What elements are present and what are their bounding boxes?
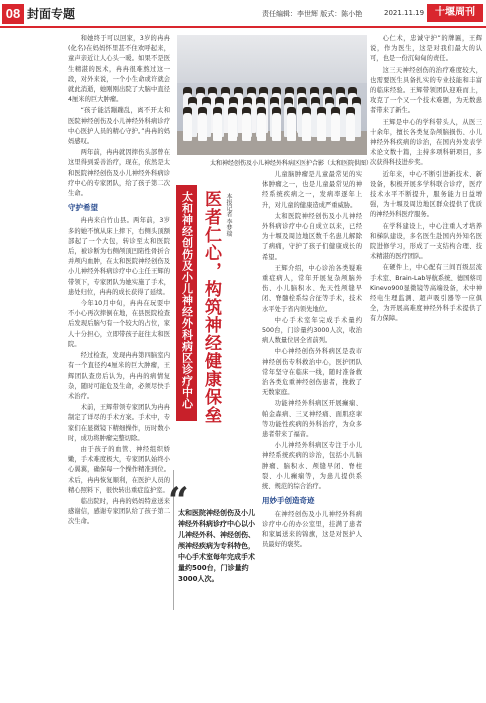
page-header xyxy=(0,0,486,30)
paragraph: 王辉是中心的学科带头人，从医三十余年，擅长各类复杂颅脑损伤、小儿神经外科疾病的诊治，在国内外发表学术论文数十篇，主持多项科研项目，多次获得科技进步奖。 xyxy=(370,118,482,167)
paragraph: 王辉介绍，中心诊治各类疑难重症病人，常年开展复杂颅脑外伤、小儿脑积水、先天性颅缝早闭、脊髓栓系综合征等手术，技术水平处于省内领先地位。 xyxy=(262,264,362,313)
paragraph: 太和医院神经创伤及小儿神经外科病诊疗中心自成立以来，已经为十堰及周边地区数千名患儿解除了病痛，守护了孩子们健康成长的希望。 xyxy=(262,212,362,261)
article-title: 医者仁心，构筑神经健康保垒 xyxy=(201,190,221,424)
paragraph: 在硬件上，中心配有三间百级层流手术室、Brain-Lab导航系统、德国蔡司Kinevo900显微镜等高端设备，术中神经电生理监测、超声吸引器等一应俱全，为开展高难度神经外科手术提供了有力保障。 xyxy=(370,264,482,323)
paragraph: 中心神经创伤外科病区是我市神经创伤专科救治中心，医护团队常年坚守在临床一线，随时准备救治各类危重神经创伤患者，挽救了无数家庭。 xyxy=(262,348,362,397)
paragraph: 小儿神经外科病区专注于小儿神经系统疾病的诊治，包括小儿脑肿瘤、脑积水、颅缝早闭、脊柱裂、小儿癫痫等，为患儿提供系统、规范的综合治疗。 xyxy=(262,442,362,491)
section-title: 封面专题 xyxy=(27,7,76,21)
paragraph: 和她终于可以回家，3岁的冉冉(化名)在妈妈怀里甚不住欢呼起来，童声亲近让人心头一暖。如果不是医生精湛的医术，冉冉很难熬过这一段，对外来说，一个小生命或许就会就此消逝，她刚刚出院了大脑中直径4厘米的巨大肿瘤。 xyxy=(68,35,170,104)
paragraph: 术前，王辉带领专家团队为冉冉制定了详尽的手术方案。手术中，专家们在显微镜下精细操作，历时数小时，成功将肿瘤完整切除。 xyxy=(68,404,170,442)
paragraph: 两年前，冉冉就因摔伤头部曾在这里得到妥善治疗，现在，依然是太和医院神经创伤及小儿神经外科病诊疗中心的专家团队，给了孩子第二次生命。 xyxy=(68,149,170,198)
paragraph: 经过检查，发现冉冉第四脑室内有一个直径约4厘米的巨大肿瘤，王辉团队查房后认为，冉冉的病情复杂，随时可能危及生命，必须尽快手术治疗。 xyxy=(68,352,170,400)
paragraph: 在神经创伤及小儿神经外科病诊疗中心的办公室里，挂满了患者和家属送来的锦旗，这是对医护人员最好的褒奖。 xyxy=(262,510,362,549)
subtitle-bar xyxy=(176,185,197,421)
paragraph: 心仁术，忠诚守护”的牌匾，王辉说，作为医生，这是对我们最大的认可，也是一份沉甸甸的责任。 xyxy=(370,35,482,63)
text-column-3 xyxy=(370,34,482,699)
quote-mark-icon: “ xyxy=(168,480,189,522)
paragraph: 冉冉来自竹山县。两年前，3岁多的她不慎从床上摔下，右侧头顶额部起了一个大包，转诊至太和医院后，被诊断为右侧颅顶凹陷性骨折合并颅内血肿，在太和医院神经创伤及小儿神经外科病诊疗中心主任王辉的带领下，专家团队为她实施了手术，患处归位，冉冉的成长获得了延续。 xyxy=(68,217,170,296)
header-rule xyxy=(0,26,486,28)
article-byline: 本报记者 李梦瑞 xyxy=(225,193,232,237)
photo-caption: 太和神经创伤及小儿神经外科病区医护合影（太和医院供图） xyxy=(210,160,373,167)
section-heading: 用妙手创造奇迹 xyxy=(262,496,315,506)
issue-date: 2021.11.19 xyxy=(384,9,425,17)
text-column-1 xyxy=(68,34,170,699)
paragraph: 中心手术室年完成手术量约500台，门诊量约3000人次，收治病人数量位居全省前列。 xyxy=(262,316,362,345)
section-heading: 守护希望 xyxy=(68,203,98,213)
paragraph: 由于孩子的血管、神经组织娇嫩，手术难度极大，专家团队始终小心翼翼，确保每一个操作精准到位。术后，冉冉恢复顺利，在医护人员的精心照料下，很快转出重症监护室。 xyxy=(68,445,170,494)
paragraph: 儿童脑肿瘤是儿童最常见的实体肿瘤之一，也是儿童最常见的神经系统疾病之一，发病率逐年上升，对儿童的健康造成严重威胁。 xyxy=(262,171,362,209)
paragraph: 临出院时，冉冉的妈妈特意送来感谢信，感谢专家团队给了孩子第二次生命。 xyxy=(68,497,170,526)
paragraph: 功能神经外科病区开展癫痫、帕金森病、三叉神经痛、面肌痉挛等功能性疾病的外科治疗，为众多患者带来了福音。 xyxy=(262,400,362,439)
pull-quote: 太和医院神经创伤及小儿神经外科病诊疗中心以小儿神经外科、神经创伤、颅神经疾病为专科特色，中心手术室每年完成手术量约500台，门诊量约3000人次。 xyxy=(178,509,255,583)
paragraph: 在学科建设上，中心注重人才培养和梯队建设，多名医生赴国内外知名医院进修学习，形成了一支结构合理、技术精湛的医疗团队。 xyxy=(370,222,482,261)
paragraph: 这三天神经创伤的治疗难度较大，也需要医生具备扎实的专业技能和丰富的临床经验。王辉带领团队迎难而上，攻克了一个又一个技术难题，为无数患者带来了新生。 xyxy=(370,66,482,115)
editor-meta: 责任编辑：李世辉 版式：陈小艳 xyxy=(262,10,363,18)
paragraph: “孩子能活蹦蹦乱，离不开太和医院神经创伤及小儿神经外科病诊疗中心医护人员的精心守护。”冉冉的妈妈感叹。 xyxy=(68,107,170,146)
group-photo xyxy=(177,35,367,155)
paragraph: 近年来，中心不断引进新技术、新设备，积极开展多学科联合诊疗，医疗技术水平不断提升，服务能力日益增强，为十堰及周边地区群众提供了优质的神经外科医疗服务。 xyxy=(370,170,482,219)
text-column-2 xyxy=(262,170,362,699)
paragraph: 今年10月中旬，冉冉在玩耍中不小心再次摔倒在地，在县医院检查后发现后脑勺有一个较大的占位，家人十分担心，立即带孩子赶往太和医院。 xyxy=(68,300,170,348)
article-subtitle: 太和神经创伤及小儿神经外科病区诊疗中心 xyxy=(180,191,194,410)
newspaper-brand: 十堰周刊 xyxy=(427,4,483,22)
page-number: 08 xyxy=(2,4,24,24)
